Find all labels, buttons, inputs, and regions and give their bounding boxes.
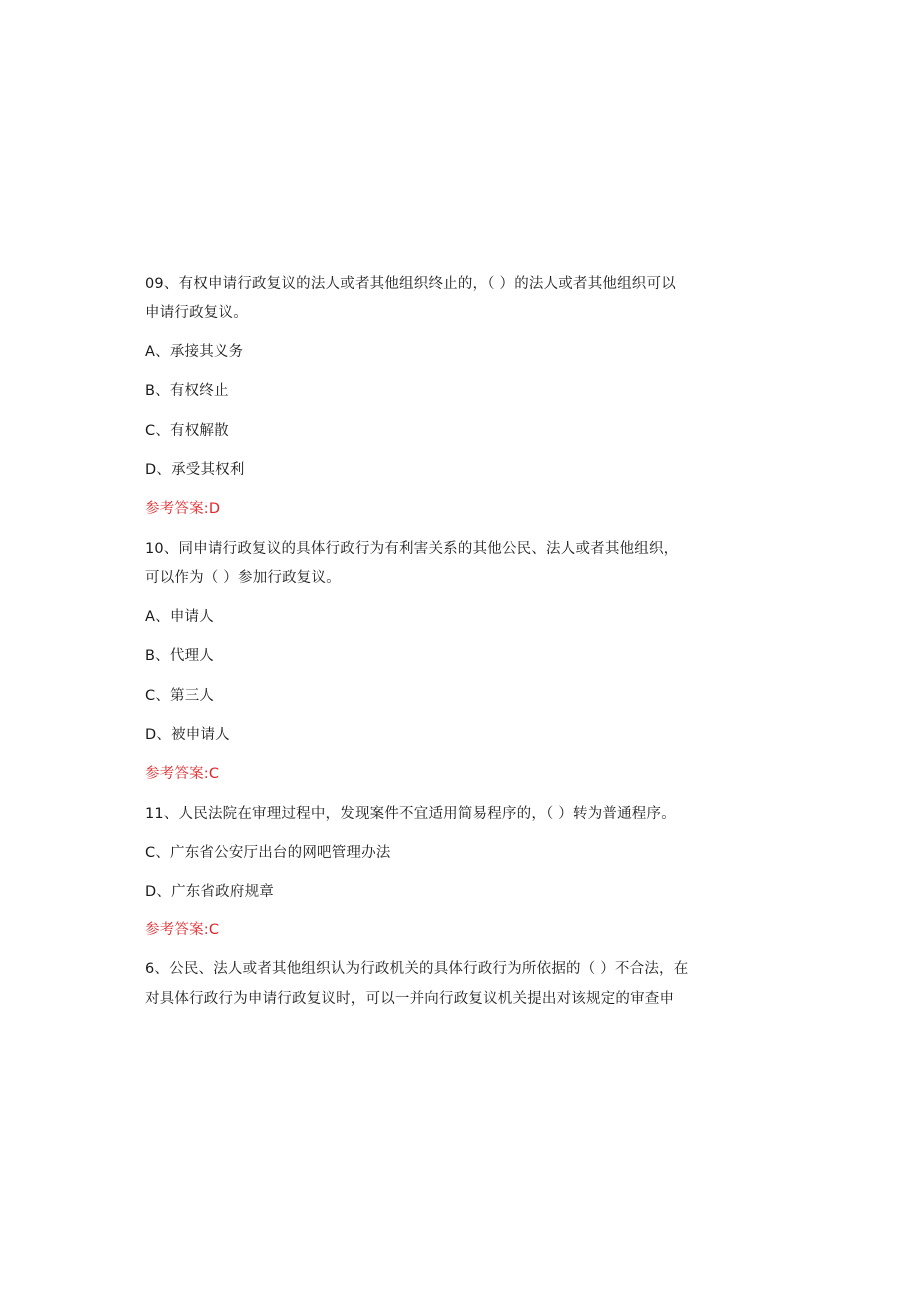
option-d: D、被申请人 [145,727,230,743]
option-c: C、广东省公安厅出台的网吧管理办法 [145,845,391,861]
option-c: C、有权解散 [145,423,229,439]
question-stem-line: 申请行政复议。 [145,305,248,321]
answer-label: 参考答案: [145,922,209,938]
answer-label: 参考答案: [145,766,209,782]
answer-value: C [208,766,220,782]
option-a: A、申请人 [145,609,214,625]
reference-answer [145,764,219,784]
question-stem-line: 11、人民法院在审理过程中，发现案件不宜适用简易程序的，（ ）转为普通程序。 [145,806,676,822]
option-d: D、承受其权利 [145,462,245,478]
answer-value: C [208,922,220,938]
option-b: B、有权终止 [145,383,229,399]
answer-label: 参考答案: [145,501,209,517]
answer-value: D [208,501,221,517]
option-a: A、承接其义务 [145,344,244,360]
question-stem-line: 对具体行政行为申请行政复议时，可以一并向行政复议机关提出对该规定的审查申 [145,991,675,1007]
option-c: C、第三人 [145,688,215,704]
option-b: B、代理人 [145,648,214,664]
question-stem-line: 可以作为（ ）参加行政复议。 [145,570,341,586]
question-stem-line: 10、同申请行政复议的具体行政行为有利害关系的其他公民、法人或者其他组织， [145,541,679,557]
option-d: D、广东省政府规章 [145,884,274,900]
question-stem-line: 09、有权申请行政复议的法人或者其他组织终止的，（ ）的法人或者其他组织可以 [145,276,676,292]
question-stem-line: 6、公民、法人或者其他组织认为行政机关的具体行政行为所依据的（ ）不合法，在 [145,961,689,977]
reference-answer [145,920,219,940]
reference-answer [145,499,220,519]
